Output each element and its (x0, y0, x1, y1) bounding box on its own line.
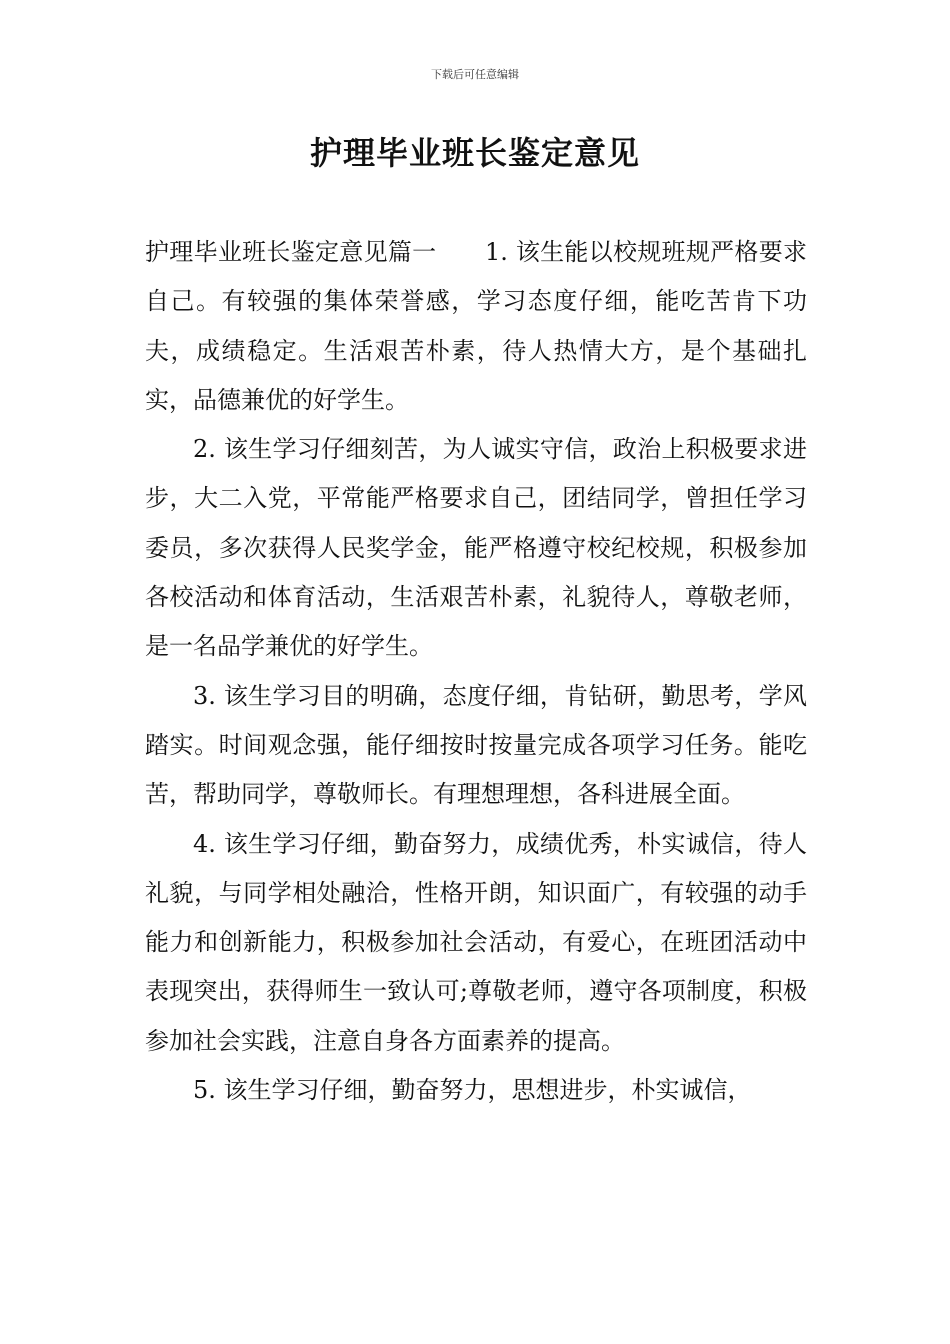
document-body (145, 228, 807, 1115)
paragraph-5: 5. 该生学习仔细，勤奋努力，思想进步，朴实诚信， (193, 1076, 752, 1105)
header-note: 下载后可任意编辑 (431, 68, 519, 81)
document-title: 护理毕业班长鉴定意见 (309, 134, 640, 172)
paragraph-3: 3. 该生学习目的明确，态度仔细，肯钻研，勤思考，学风踏实。时间观念强，能仔细按时按量完成各项学习任务。能吃苦，帮助同学，尊敬师长。有理想理想，各科进展全面。 (145, 681, 807, 809)
paragraph-2: 2. 该生学习仔细刻苦，为人诚实守信，政治上积极要求进步，大二入党，平常能严格要求自己，团结同学，曾担任学习委员，多次获得人民奖学金，能严格遵守校纪校规，积极参加各校活动和体育活动，生活艰苦朴素，礼貌待人，尊敬老师，是一名品学兼优的好学生。 (145, 435, 807, 661)
paragraph-4: 4. 该生学习仔细，勤奋努力，成绩优秀，朴实诚信，待人礼貌，与同学相处融洽，性格开朗，知识面广，有较强的动手能力和创新能力，积极参加社会活动，有爱心，在班团活动中表现突出，获得师生一致认可;尊敬老师，遵守各项制度，积极参加社会实践，注意自身各方面素养的提高。 (145, 829, 807, 1055)
paragraph-1: 护理毕业班长鉴定意见篇一 1. 该生能以校规班规严格要求自己。有较强的集体荣誉感，学习态度仔细，能吃苦肯下功夫，成绩稳定。生活艰苦朴素，待人热情大方，是个基础扎实，品德兼优的好学生。 (145, 238, 807, 414)
